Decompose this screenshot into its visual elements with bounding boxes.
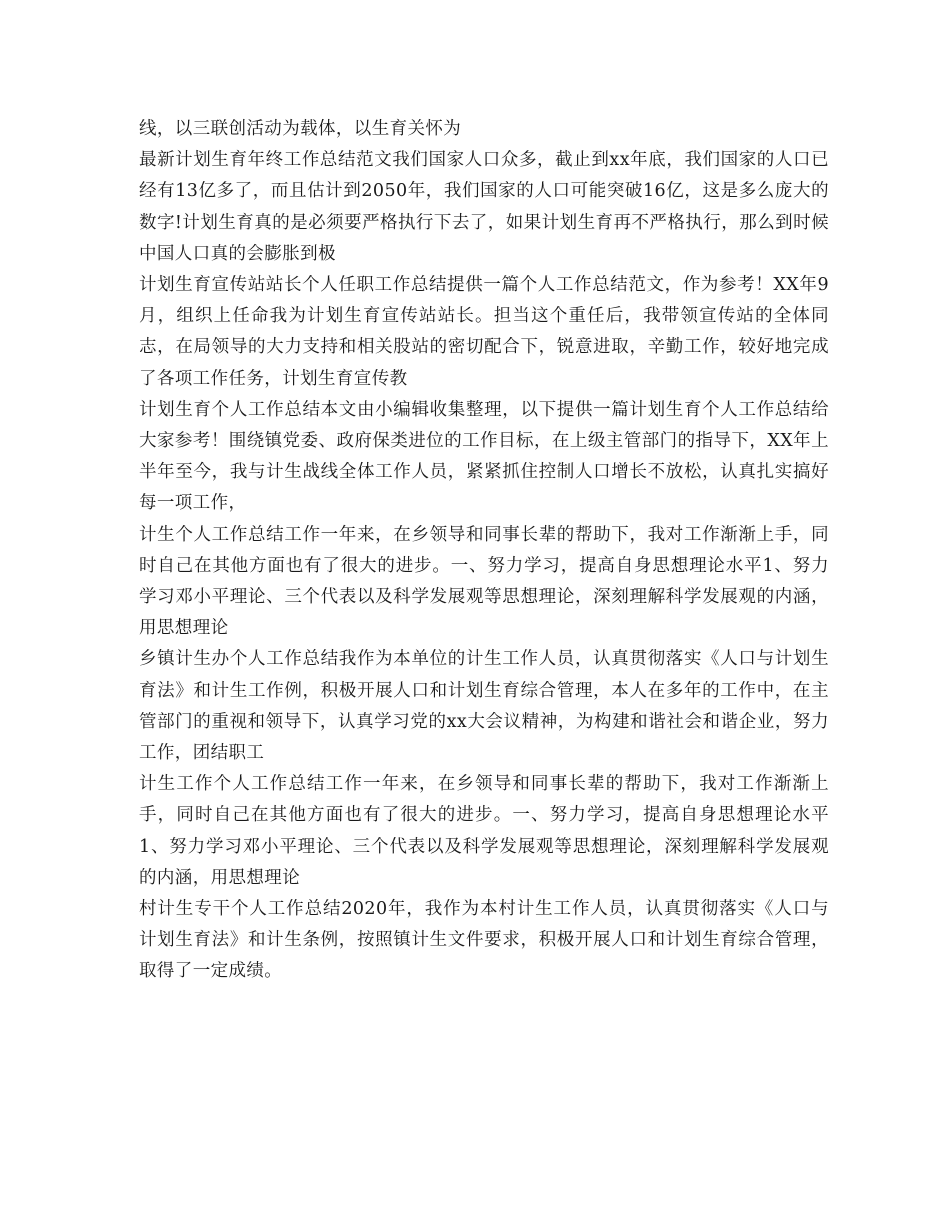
paragraph: 计划生育个人工作总结本文由小编辑收集整理，以下提供一篇计划生育个人工作总结给大家参考！围绕镇党委、政府保类进位的工作目标，在上级主管部门的指导下，XX年上半年至今，我与计生战线全体工作人员，紧紧抓住控制人口增长不放松，认真扎实搞好每一项工作， bbox=[139, 399, 829, 514]
paragraph: 村计生专干个人工作总结2020年，我作为本村计生工作人员，认真贯彻落实《人口与计划生育法》和计生条例，按照镇计生文件要求，积极开展人口和计划生育综合管理，取得了一定成绩。 bbox=[139, 899, 829, 982]
paragraph: 计划生育宣传站站长个人任职工作总结提供一篇个人工作总结范文，作为参考！XX年9月，组织上任命我为计划生育宣传站站长。担当这个重任后，我带领宣传站的全体同志，在局领导的大力支持和相关股站的密切配合下，锐意进取，辛勤工作，较好地完成了各项工作任务，计划生育宣传教 bbox=[139, 275, 829, 389]
paragraph: 乡镇计生办个人工作总结我作为本单位的计生工作人员，认真贯彻落实《人口与计划生育法》和计生工作例，积极开展人口和计划生育综合管理，本人在多年的工作中，在主管部门的重视和领导下，认真学习党的xx大会议精神，为构建和谐社会和谐企业，努力工作，团结职工 bbox=[139, 649, 829, 764]
paragraph: 最新计划生育年终工作总结范文我们国家人口众多，截止到xx年底，我们国家的人口已经有13亿多了，而且估计到2050年，我们国家的人口可能突破16亿，这是多么庞大的数字!计划生育真的是必须要严格执行下去了，如果计划生育再不严格执行，那么到时候中国人口真的会膨胀到极 bbox=[139, 150, 829, 264]
paragraph: 计生个人工作总结工作一年来，在乡领导和同事长辈的帮助下，我对工作渐渐上手，同时自己在其他方面也有了很大的进步。一、努力学习，提高自身思想理论水平1、努力学习邓小平理论、三个代表以及科学发展观等思想理论，深刻理解科学发展观的内涵，用思想理论 bbox=[139, 524, 829, 639]
paragraph: 计生工作个人工作总结工作一年来，在乡领导和同事长辈的帮助下，我对工作渐渐上手，同时自己在其他方面也有了很大的进步。一、努力学习，提高自身思想理论水平1、努力学习邓小平理论、三个代表以及科学发展观等思想理论，深刻理解科学发展观的内涵，用思想理论 bbox=[139, 774, 829, 888]
paragraph: 线，以三联创活动为载体，以生育关怀为 bbox=[139, 119, 462, 139]
document-body bbox=[139, 114, 829, 988]
